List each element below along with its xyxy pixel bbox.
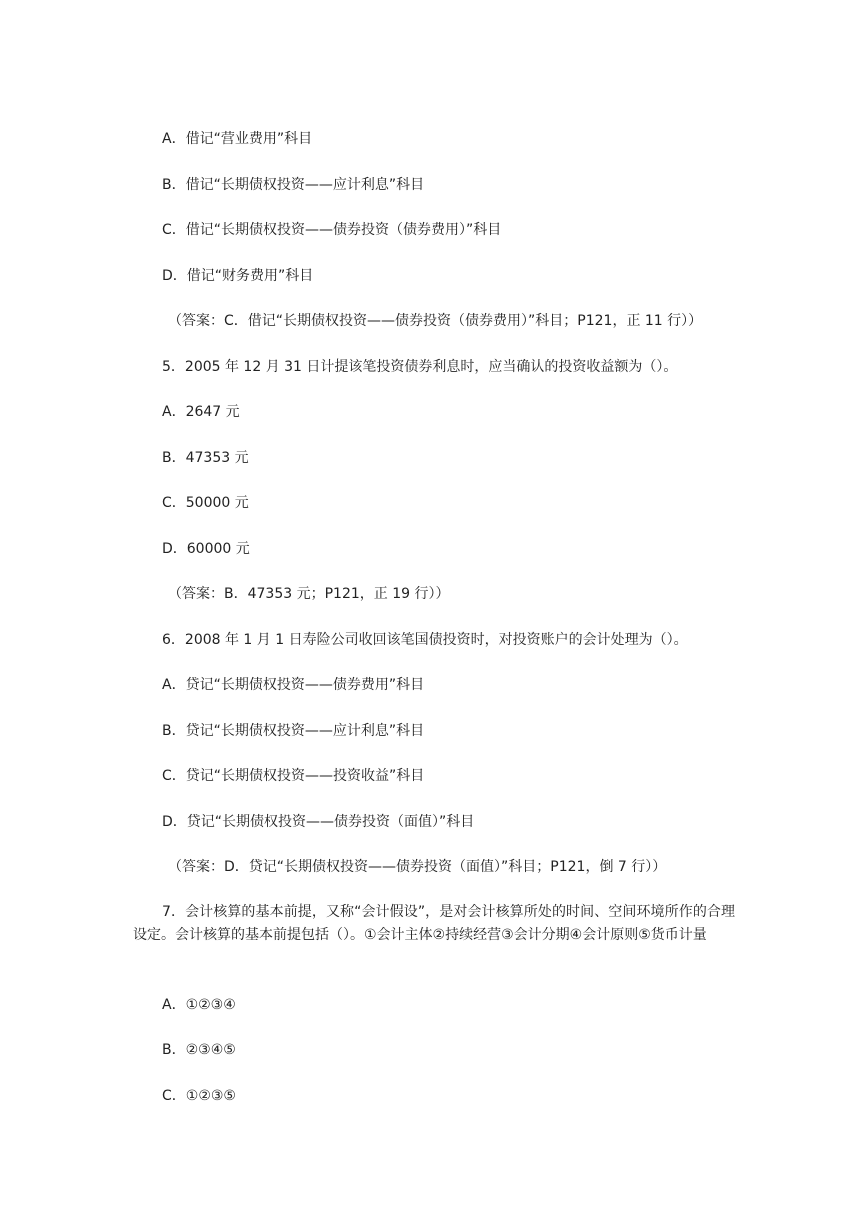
q6-answer-text: （答案：D．贷记“长期债权投资——债券投资（面值）”科目；P121，倒 7 行）） bbox=[168, 859, 667, 875]
q7-option-c-text: C．①②③⑤ bbox=[162, 1088, 236, 1104]
question-5-text: 5．2005 年 12 月 31 日计提该笔投资债券利息时，应当确认的投资收益额为（）。 bbox=[162, 359, 678, 375]
q5-option-b-text: B．47353 元 bbox=[162, 450, 249, 466]
option-d-text: D．借记“财务费用”科目 bbox=[162, 268, 314, 284]
answer-text: （答案：C．借记“长期债权投资——债券投资（债券费用）”科目；P121，正 11 行）） bbox=[168, 313, 703, 329]
q5-answer-text: （答案：B．47353 元；P121，正 19 行）） bbox=[168, 586, 450, 602]
q6-option-a-text: A．贷记“长期债权投资——债券费用”科目 bbox=[162, 677, 425, 693]
q6-option-b-text: B．贷记“长期债权投资——应计利息”科目 bbox=[162, 723, 425, 739]
option-c-text: C．借记“长期债权投资——债券投资（债券费用）”科目 bbox=[162, 222, 502, 238]
question-6-text: 6．2008 年 1 月 1 日寿险公司收回该笔国债投资时，对投资账户的会计处理为（）。 bbox=[162, 632, 688, 648]
q6-option-c-text: C．贷记“长期债权投资——投资收益”科目 bbox=[162, 768, 425, 784]
q6-option-d-text: D．贷记“长期债权投资——债券投资（面值）”科目 bbox=[162, 814, 475, 830]
option-a-text: A．借记“营业费用”科目 bbox=[162, 131, 313, 147]
q5-option-c-text: C．50000 元 bbox=[162, 495, 249, 511]
q5-option-d-text: D．60000 元 bbox=[162, 541, 250, 557]
q7-option-a-text: A．①②③④ bbox=[162, 997, 236, 1013]
q5-option-a-text: A．2647 元 bbox=[162, 404, 240, 420]
q7-option-b-text: B．②③④⑤ bbox=[162, 1042, 236, 1058]
option-b-text: B．借记“长期债权投资——应计利息”科目 bbox=[162, 177, 425, 193]
question-7-text: 7．会计核算的基本前提，又称“会计假设”，是对会计核算所处的时间、空间环境所作的合理设定。会计核算的基本前提包括（）。①会计主体②持续经营③会计分期④会计原则⑤货币计量 bbox=[133, 904, 735, 943]
